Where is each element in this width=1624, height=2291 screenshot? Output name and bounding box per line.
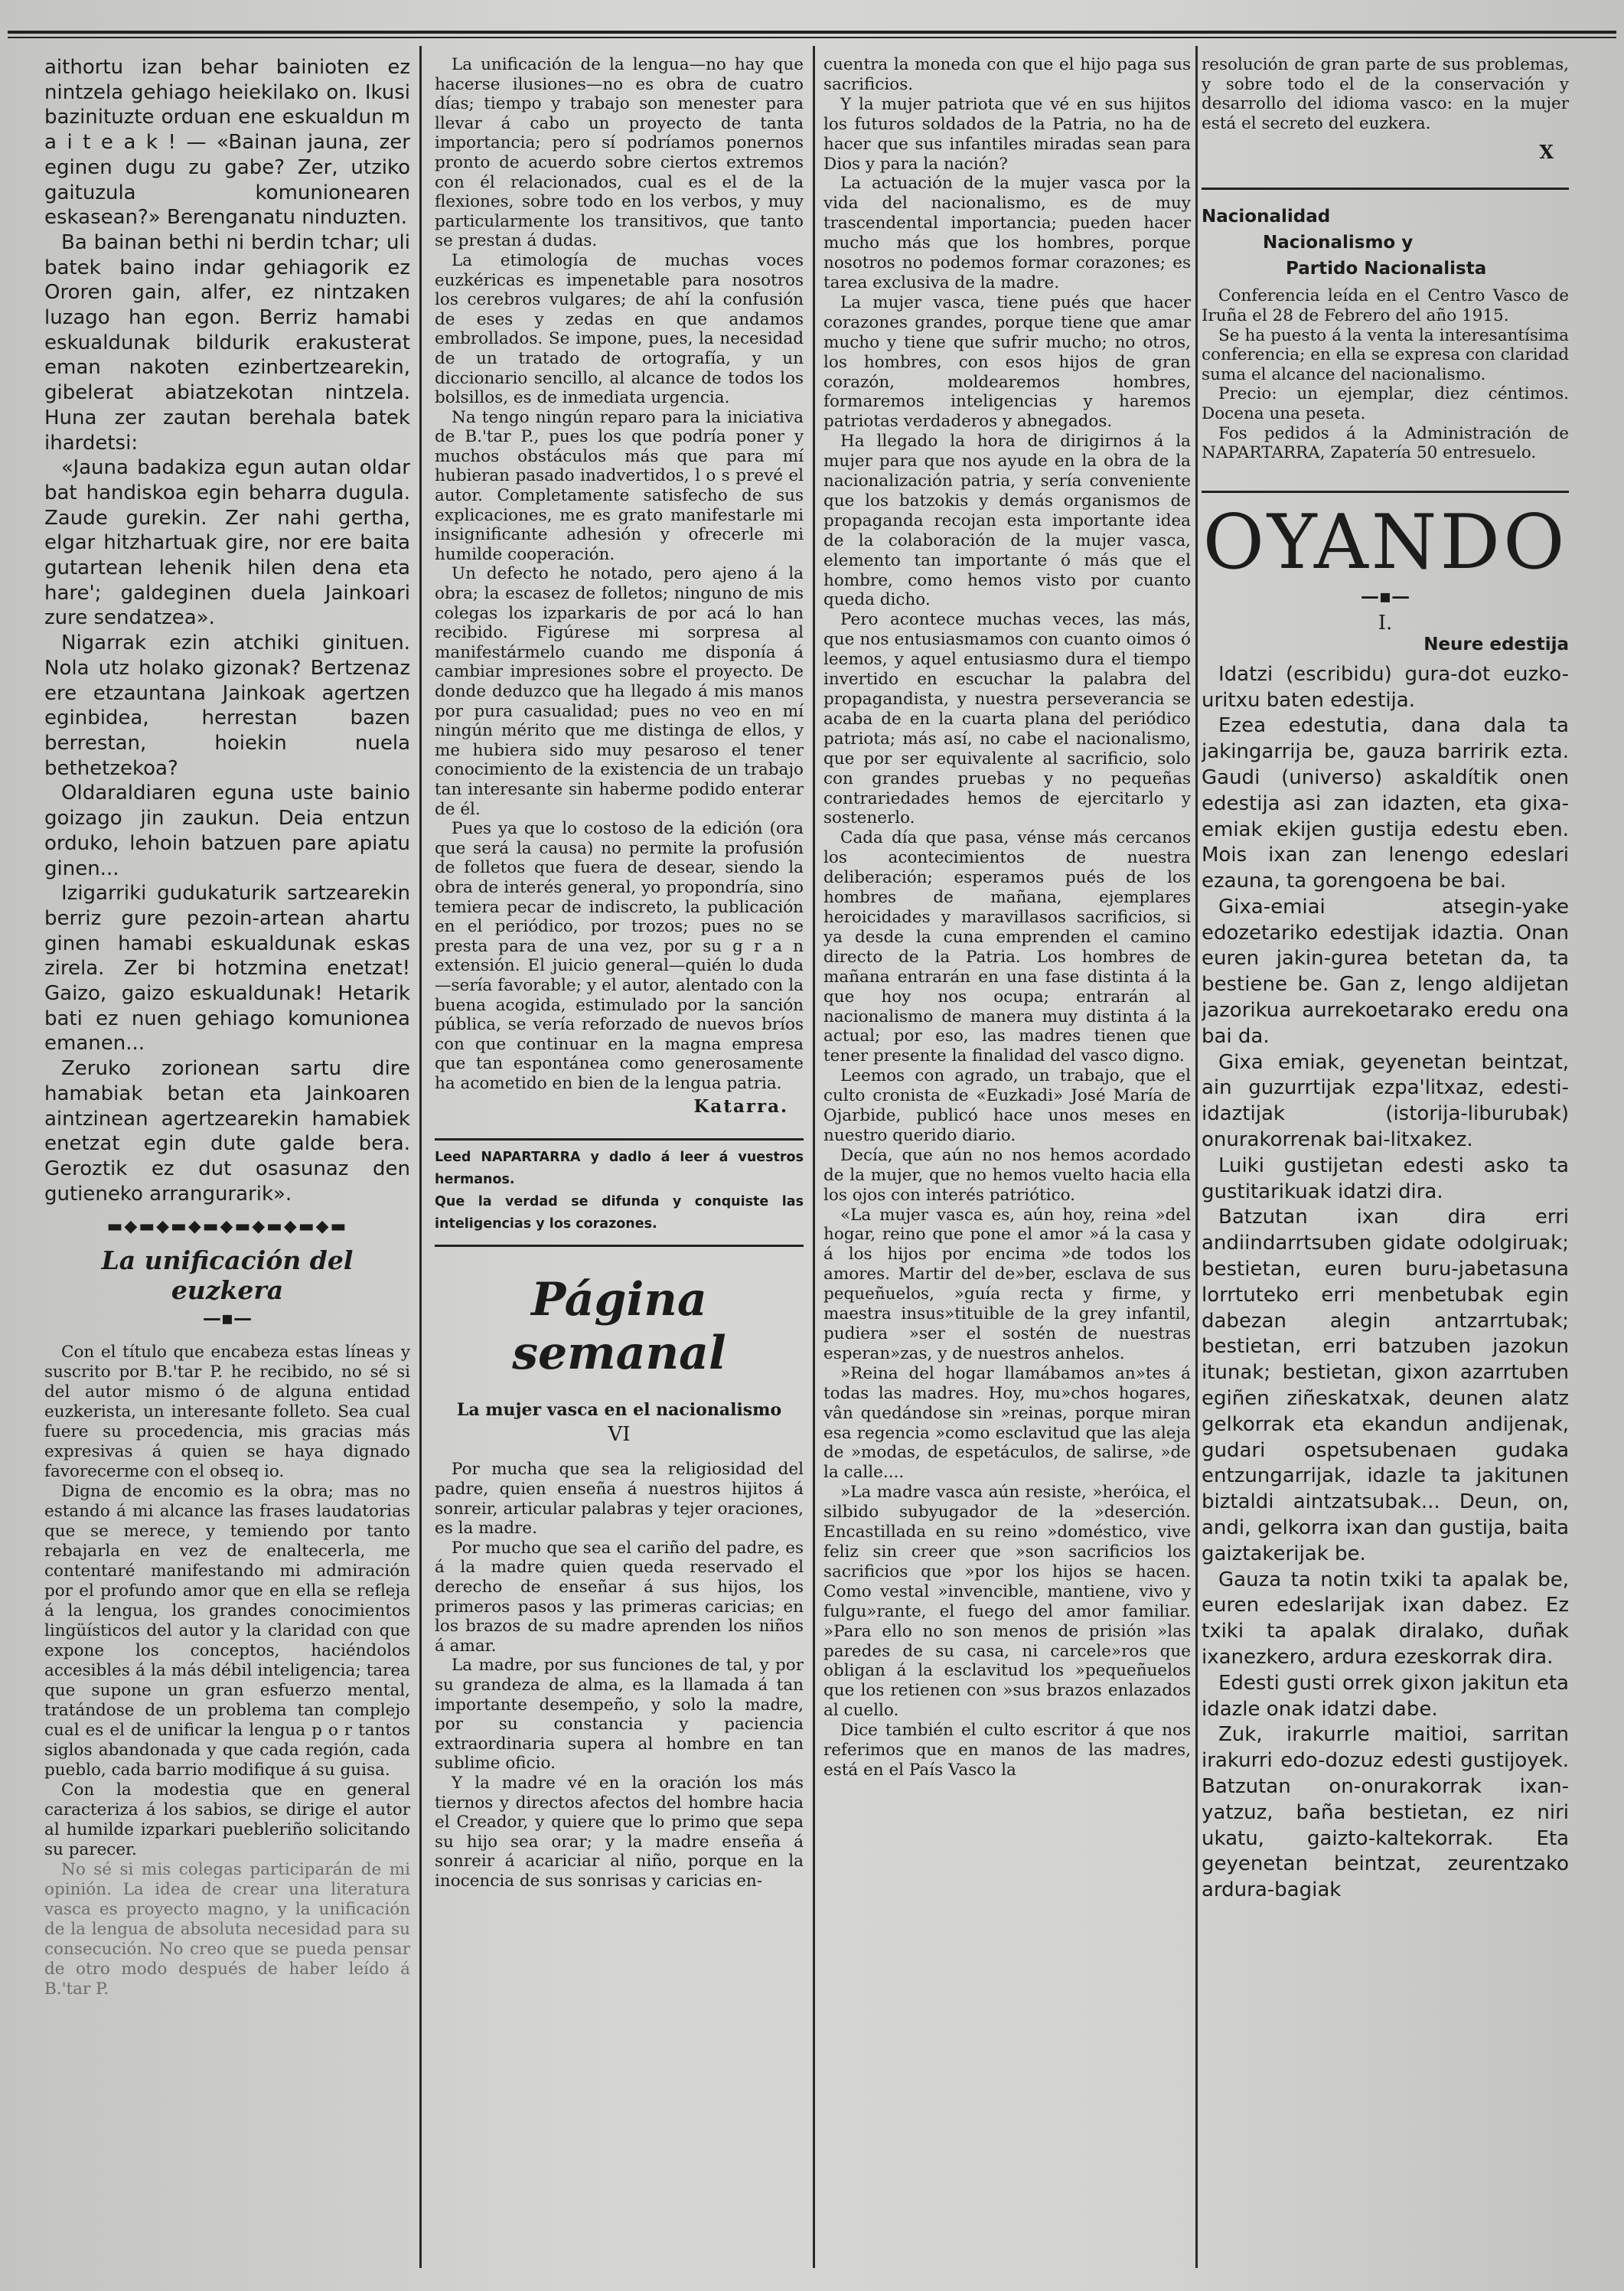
- top-rule: [8, 31, 1616, 38]
- section-rule: [1202, 188, 1569, 190]
- spanish-paragraph: Dice también el culto escritor á que nos referimos que en manos de las madres, está en el País Vasco la: [823, 1721, 1191, 1780]
- chapter-subtitle: Neure edestija: [1423, 634, 1569, 654]
- notice-paragraph: Precio: un ejemplar, diez céntimos. Docena una peseta.: [1202, 384, 1569, 423]
- oyando-header: [1202, 491, 1569, 654]
- basque-paragraph: aithortu izan behar bainioten ez nintzela gehiago heiekilako on. Ikusi bazinituzte orduan ene eskualdun m a i t e a k ! — «Bainan jauna, zer eginen dugu zu gabe? Zer, utziko gaituzula komunionearen eskasean?» Berenganatu ninduzten.: [44, 56, 410, 230]
- notice-title: Nacionalidad: [1202, 207, 1331, 227]
- section-title: Página semanal: [512, 1273, 726, 1381]
- basque-paragraph: Oldaraldiaren eguna uste bainio goizago jin zaukun. Deia entzun orduko, lehoin batzuen pare apiatu ginen...: [44, 782, 410, 880]
- ornament-divider: ▬◆▬◆▬◆▬◆▬◆▬◆▬◆▬: [106, 1217, 348, 1237]
- oyando-title: OYANDO: [1202, 498, 1568, 586]
- column-rule: [419, 46, 422, 2268]
- basque-paragraph: Gixa-emiai atsegin-yake edozetariko edestijak idaztia. Onan euren jakin-gurea betetan da, ta bestiene be. Gan z, lengo aldijetan jazorikua aurrekoetarako eredu ona bai da.: [1202, 895, 1569, 1048]
- quoted-paragraph: »Reina del hogar llamábamos an»tes á todas las madres. Hoy, mu»chos hogares, vân quedándose sin »reinas, porque miran esa regencia »como esclavitud que las aleja de »modas, de espetáculos, de salirse, »de la calle....: [823, 1363, 1191, 1483]
- spanish-paragraph: Por mucha que sea la religiosidad del padre, quien enseña á nuestros hijitos á sonreir, articular palabras y tejer oraciones, es la madre.: [435, 1460, 804, 1539]
- basque-paragraph: Zeruko zorionean sartu dire hamabiak betan eta Jainkoaren aintzinean agertzearekin hamabiek enetzat egin dute galde bera. Geroztik ez dut osasunaz den gutieneko arrangurarik».: [44, 1057, 410, 1206]
- basque-paragraph: Izigarriki gudukaturik sartzearekin berriz gure pezoin-artean ahartu ginen hamabi eskualdunak eskas zirela. Zer bi hotzmina enetzat! Gaizo, gaizo eskualdunak! Hetarik bati ez nuen gehiago komunionea emanen...: [44, 882, 410, 1056]
- basque-paragraph: «Jauna badakiza egun autan oldar bat handiskoa egin beharra dugula. Zaude gurekin. Zer nahi gertha, elgar hitzhartuak gire, nor ere baita gutartean lehenik hilen dena eta hare'; galdeginen duela Jainkoari zure sendatzea».: [44, 456, 410, 630]
- promo-box: [435, 1138, 804, 1247]
- spanish-paragraph: Un defecto he notado, pero ajeno á la obra; la escasez de folletos; ninguno de mis colegas los izparkaris de por acá lo han recibido. Figúrese mi sorpresa al manifestármelo cuando me disponía á cambiar impresiones sobre el proyecto. De donde deduzco que ha llegado á mis manos por pura casualidad; pues no veo en mí ningún mérito que me distinga de ellos, y me hubiera sido muy pesaroso el tener conocimiento de la existencia de un trabajo tan interesante sin haberme podido enterar de él.: [435, 564, 804, 819]
- title-dash: —▪—: [202, 1307, 253, 1330]
- spanish-paragraph: Na tengo ningún reparo para la iniciativa de B.'tar P., pues los que podría poner y muchos obstáculos más que para mí hubieran pasado inadvertidos, l o s prevé el autor. Completamente satisfecho de sus explicaciones, me es grato manifestarle mi insignificante adhesión y ofrecerle mi humilde cooperación.: [435, 407, 804, 564]
- basque-paragraph: Idatzi (escribidu) gura-dot euzko-uritxu baten edestija.: [1202, 662, 1569, 712]
- basque-paragraph: Ba bainan bethi ni berdin tchar; uli batek baino indar gehiagorik ez Ororen gain, alfer, ez nintzaken luzago han egon. Berriz hamabi eskualdunak bildurik erakusterat eman nakoten ezinbertzearekin, gibelerat abiatzekotan nintzela. Huna zer zautan berehala batek ihardetsi:: [44, 230, 410, 455]
- spanish-paragraph: Leemos con agrado, un trabajo, que el culto cronista de «Euzkadi» José María de Ojarbide, publicó hace unos meses en nuestro querido diario.: [823, 1066, 1191, 1145]
- spanish-paragraph: Con el título que encabeza estas líneas y suscrito por B.'tar P. he recibido, no sé si del autor mismo ó de alguna entidad euzkerista, un interesante folleto. Sea cual fuere su procedencia, mis gracias más expresivas á quien se haya dignado favorecerme con el obseq io.: [44, 1343, 410, 1482]
- column-rule: [813, 46, 815, 2268]
- spanish-paragraph: La actuación de la mujer vasca por la vida del nacionalismo, es de muy trascendental importancia; pueden hacer mucho más que los hombres, porque nosotros no podemos formar corazones; es tarea exclusiva de la madre.: [823, 174, 1191, 292]
- spanish-paragraph: Pero acontece muchas veces, las más, que nos entusiasmamos con cuanto oimos ó leemos, y aquel entusiasmo dura el tiempo invertido en escuchar la palabra del propagandista, y nuestra perseverancia se acaba de en la cuarta plana del periódico patriota; más así, no cabe el nacionalismo, que por ser equivalente al sacrificio, solo con grandes pruebas y no pequeñas contrariedades hemos de ejercitarlo y sostenerlo.: [823, 610, 1191, 828]
- quoted-paragraph: »La madre vasca aún resiste, »heróica, el silbido subyugador de la »deserción. Encastillada en su reino »doméstico, vive feliz sin creer que »son sacrificios los sacrificios que »por los hijos se hacen. Como vestal »invencible, mantiene, vivo y fulgu»rante, el fuego del amor familiar. »Para ello no son menos de prisión »las paredes de su casa, ni carcele»ros que obligan á la esclavitud los »pequeñuelos que los retienen con »sus brazos enlazados al cuello.: [823, 1483, 1191, 1721]
- promo-line: Leed NAPARTARRA y dadlo á leer á vuestros hermanos.: [435, 1150, 804, 1188]
- faded-paragraph: No sé si mis colegas participarán de mi opinión. La idea de crear una literatura vasca es proyecto magno, y la unificación de la lengua de absoluta necesidad para su consecución. No creo que se pueda pensar de otro modo después de haber leído á B.'tar P.: [44, 1860, 410, 1999]
- spanish-paragraph: La etimología de muchas voces euzkéricas es impenetable para nosotros los cerebros vulgares; de ahí la confusión de eses y zedas en que andamos embrollados. Se impone, pues, la necesidad de un tratado de ortografía, y un diccionario sencillo, al alcance de todos los bolsillos, es de inmediata urgencia.: [435, 250, 804, 408]
- column-3: [823, 55, 1191, 2276]
- spanish-paragraph: La mujer vasca, tiene pués que hacer corazones grandes, porque tiene que amar mucho y tiene que sufrir mucho; no otros, los hombres, con esos hijos de gran corazón, moldearemos hombres, formaremos inteligencias y haremos patriotas verdaderos y abnegados.: [823, 292, 1191, 432]
- notice-title: Partido Nacionalista: [1286, 259, 1487, 279]
- notice-paragraph: Se ha puesto á la venta la interesantísima conferencia; en ella se expresa con claridad suma el alcance del nacionalismo.: [1202, 325, 1569, 384]
- signature: Katarra.: [693, 1096, 788, 1118]
- basque-paragraph: Edesti gusti orrek gixon jakitun eta idazle onak idatzi dabe.: [1202, 1671, 1569, 1721]
- article-title: La unificación del euzkera: [101, 1245, 354, 1306]
- spanish-paragraph: Cada día que pasa, vénse más cercanos los acontecimientos de nuestra deliberación; esperamos pués de los hombres de mañana, ejemplares heroicidades y maravillasos sacrificios, si ya desde la cuna emprenden el camino directo de la Patria. Los hombres de mañana entrarán en una fase distinta á la que hoy nos ocupa; entrarán al nacionalismo de manera muy distinta á la actual; por eso, las madres tienen que tener presente la finalidad del vasco digno.: [823, 828, 1191, 1066]
- basque-paragraph: Gauza ta notin txiki ta apalak be, euren edeslarijak ixan dabez. Ez txiki ta apalak diralako, duñak ixanezkero, ardura ezeskorrak dira.: [1202, 1568, 1569, 1669]
- spanish-paragraph: La unificación de la lengua—no hay que hacerse ilusiones—no es obra de cuatro días; tiempo y trabajo son menester para llevar á cabo un proyecto de tanta importancia; pero sí podríamos ponernos pronto de acuerdo sobre ciertos extremos con él relacionados, cual es el de la flexiones, sobre todo en los verbos, y muy particularmente los transitivos, que tanto se prestan á dudas.: [435, 55, 804, 251]
- spanish-paragraph: Y la mujer patriota que vé en sus hijitos los futuros soldados de la Patria, no ha de hacer que sus infantiles miradas sean para Dios y para la nación?: [823, 94, 1191, 174]
- basque-paragraph: Batzutan ixan dira erri andiindarrtsuben gidate odolgiruak; bestietan, euren buru-jabetasuna lorrtuteko erri menbetubak egin dabezan alegin antzarrtubak; bestietan, erri batzuben jazokun itunak; bestietan, gixon azarrtuben egiñen ziñeskatxak, deunen alatz gelkorrak eta ekandun andijenak, gudari ospetsubenaen gudaka entzungarrijak, idazle ta jakitunen biztaldi aintzatsubak... Deun, on, andi, gelkorra ixan dan gustija, baita gaiztakerijak be.: [1202, 1206, 1569, 1565]
- column-rule: [1195, 46, 1198, 2268]
- article-title: La mujer vasca en el nacionalismo: [456, 1400, 782, 1421]
- basque-paragraph: Gixa emiak, geyenetan beintzat, ain guzurrtijak ezpa'litxaz, edesti-idaztijak (istorija-liburubak) onurakorrenak bai-litxakez.: [1202, 1050, 1569, 1152]
- column-2: [435, 55, 804, 2276]
- basque-paragraph: Ezea edestutia, dana dala ta jakingarrija be, gauza barririk ezta. Gaudi (universo) askaldítik onen edestija asi zan idazten, eta gixa-emiak ekijen gustija edestu eben. Mois ixan zan lenengo edeslari ezauna, ta gorengoena be bai.: [1202, 714, 1569, 893]
- spanish-paragraph: Y la madre vé en la oración los más tiernos y directos afectos del hombre hacia el Creador, y quiere que lo primo que sepa su hijo sea orar; y la madre enseña á sonreir á acariciar al niño, porque en la inocencia de sus sonrisas y caricias en-: [435, 1773, 804, 1891]
- promo-line: Que la verdad se difunda y conquiste las inteligencias y los corazones.: [435, 1194, 804, 1232]
- basque-paragraph: Luiki gustijetan edesti asko ta gustitarikuak idatzi dira.: [1202, 1154, 1569, 1203]
- spanish-paragraph: Con la modestia que en general caracteriza á los sabios, se dirige el autor al humilde izparkari puebleriño solicitando su parecer.: [44, 1780, 410, 1860]
- chapter-number: I.: [1378, 611, 1393, 635]
- quoted-paragraph: «La mujer vasca es, aún hoy, reina »del hogar, reino que pone el amor »á la casa y á los hijos por encima »de todos los amores. Martir del de»ber, esclava de sus pequeñuelos, »guía recta y firme, y maestra insus»tituible de la grey infantil, pudiera »ser el sostén de nuestras esperan»zas, y de nuestros anhelos.: [823, 1205, 1191, 1363]
- basque-paragraph: Nigarrak ezin atchiki ginituen. Nola utz holako gizonak? Bertzenaz ere etzauntana Jainkoak agertzen eginbidea, herrestan bazen berrestan, hoiekin nuela bethetzekoa?: [44, 631, 410, 780]
- spanish-paragraph: Ha llegado la hora de dirigirnos á la mujer para que nos ayude en la obra de la nacionalización patria, y sería conveniente que los batzokis y demás organismos de propaganda recojan esta importante idea de la colaboración de la mujer vasca, elemento tan importante ó más que el hombre, como hemos visto por cuanto queda dicho.: [823, 432, 1191, 610]
- spanish-paragraph: Por mucho que sea el cariño del padre, es á la madre quien queda reservado el derecho de enseñar á sus hijos, los primeros pasos y las primeras caricias; en los brazos de su madre aprenden los niños á amar.: [435, 1538, 804, 1656]
- title-dash: —▪—: [1360, 584, 1410, 607]
- spanish-paragraph: resolución de gran parte de sus problemas, y sobre todo el de la conservación y desarrollo del idioma vasco: en la mujer está el secreto del euzkera.: [1202, 55, 1569, 133]
- column-4: [1202, 55, 1569, 2276]
- basque-paragraph: Zuk, irakurrle maitioi, sarritan irakurri edo-dozuz edesti gustijoyek. Batzutan on-onurakorrak ixan-yatzuz, baña bestietan, ez niri ukatu, gaizto-kaltekorrak. Eta geyenetan beintzat, zeurentzako ardura-bagiak: [1202, 1723, 1569, 1902]
- notice-paragraph: Conferencia leída en el Centro Vasco de Iruña el 28 de Febrero del año 1915.: [1202, 286, 1569, 325]
- spanish-paragraph: Pues ya que lo costoso de la edición (ora que será la causa) no permite la profusión de folletos que fuera de desear, siendo la obra de interés general, yo propondría, sino temiera pecar de indiscreto, la publicación en el periódico, por trozos; pues no se presta para de una vez, por su g r a n extensión. El juicio general—quién lo duda—sería favorable; y el autor, alentado con la buena acogida, estimulado por la sanción pública, se vería reforzado de nuevos bríos con que continuar en la magna empresa que tan espontánea como generosamente ha acometido en bien de la lengua patria.: [435, 819, 804, 1093]
- signature: X: [1539, 141, 1554, 164]
- spanish-paragraph: Decía, que aún no nos hemos acordado de la mujer, que no hemos vuelto hacia ella los ojos con interés patriótico.: [823, 1145, 1191, 1205]
- article-number: VI: [608, 1423, 631, 1447]
- spanish-paragraph: Digna de encomio es la obra; mas no estando á mi alcance las frases laudatorias que se merece, y temiendo por tanto rebajarla en vez de enaltecerla, me contentaré manifestando mi admiración por el profundo amor que en ella se refleja á la lengua, los grandes conocimientos lingüísticos del autor y la claridad con que expone los conceptos, haciéndolos accesibles á la más débil inteligencia; tarea que supone un gran esfuerzo mental, tratándose de un problema tan complejo cual es el de unificar la lengua p o r tantos siglos abandonada y que cada región, cada pueblo, cada barrio modifique á su guisa.: [44, 1482, 410, 1780]
- column-1: [44, 55, 410, 2276]
- notice-paragraph: Fos pedidos á la Administración de NAPARTARRA, Zapatería 50 entresuelo.: [1202, 423, 1569, 463]
- spanish-paragraph: La madre, por sus funciones de tal, y por su grandeza de alma, es la llamada á tan importante desempeño, y solo la madre, por su constancia y paciencia extraordinaria supera al hombre en tan sublime oficio.: [435, 1656, 804, 1774]
- spanish-paragraph: cuentra la moneda con que el hijo paga sus sacrificios.: [823, 55, 1191, 94]
- notice-title: Nacionalismo y: [1263, 233, 1414, 253]
